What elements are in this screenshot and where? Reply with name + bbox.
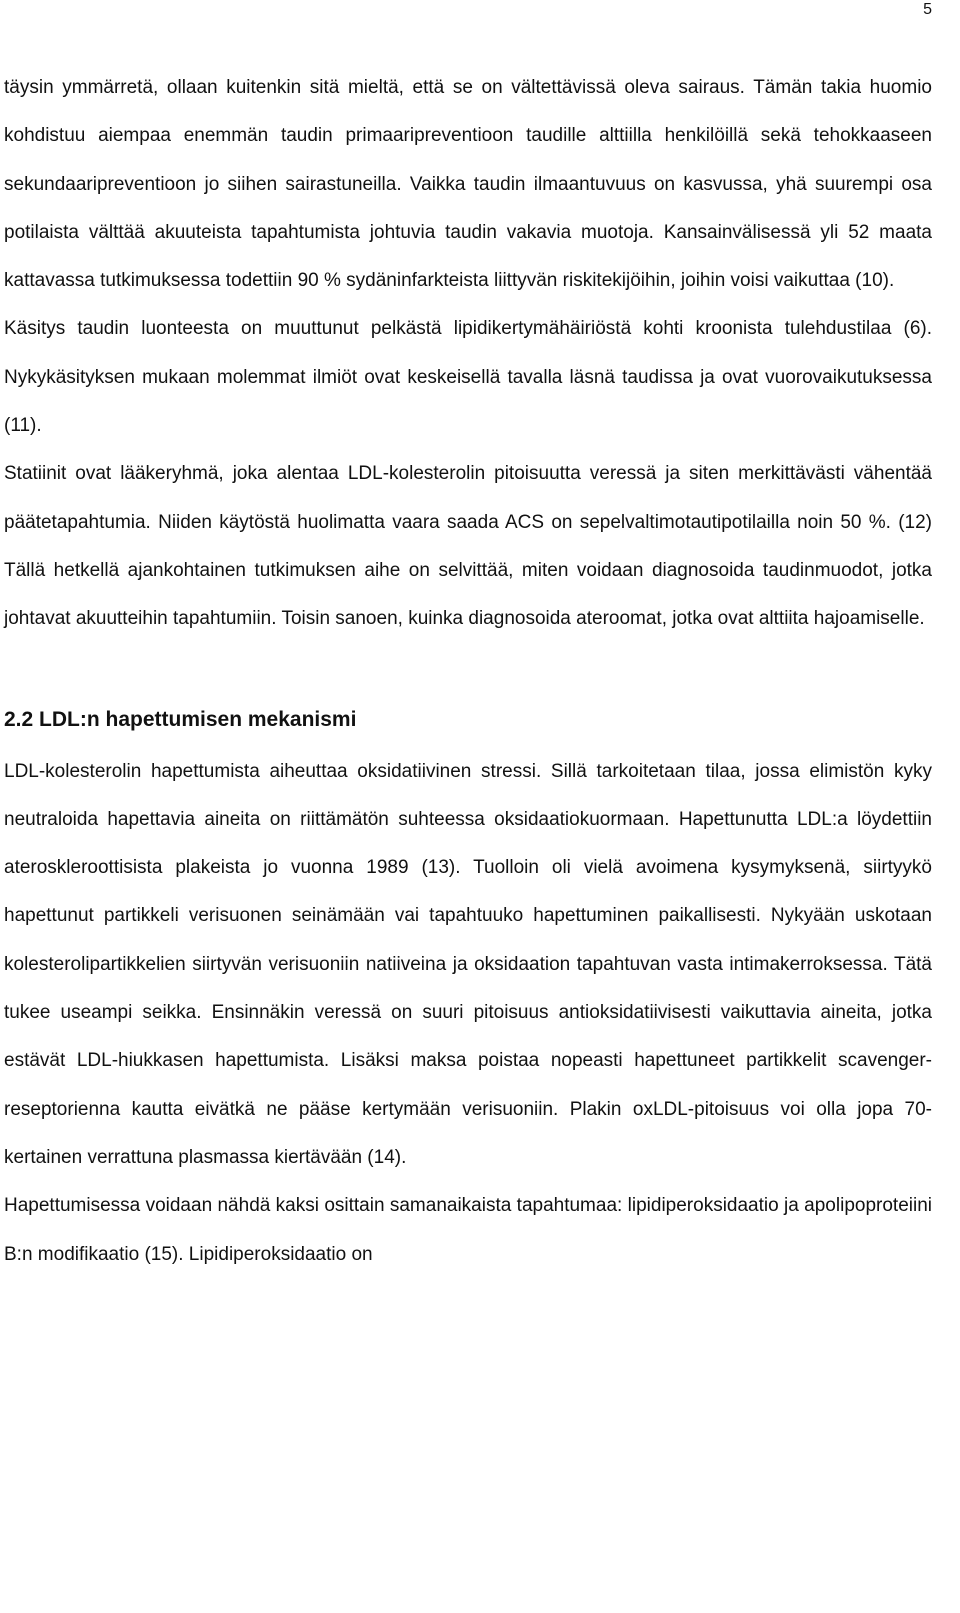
paragraph-statins: Statiinit ovat lääkeryhmä, joka alentaa LDL-kolesterolin pitoisuutta veressä ja siten merkittävästi vähentää päätetapahtumia. Niiden käytöstä huolimatta vaara saada ACS on sepelvaltimotautipotilailla noin 50 %. (12) Tällä hetkellä ajankohtainen tutkimuksen aihe on selvittää, miten voidaan diagnosoida taudinmuodot, jotka johtavat akuutteihin tapahtumiin. Toisin sanoen, kuinka diagnosoida ateroomat, jotka ovat alttiita hajoamiselle. [4,463,932,630]
paragraph-oxidative-stress: LDL-kolesterolin hapettumista aiheuttaa oksidatiivinen stressi. Sillä tarkoitetaan tilaa, jossa elimistön kyky neutraloida hapettavia aineita on riittämätön suhteessa oksidaatiokuormaan. Hapettunutta LDL:a löydettiin ateroskleroottisista plakeista jo vuonna 1989 (13). Tuolloin oli vielä avoimena kysymyksenä, siirtyykö hapettunut partikkeli verisuonen seinämään vai tapahtuuko hapettuminen paikallisesti. Nykyään uskotaan kolesterolipartikkelien siirtyvän verisuoniin natiiveina ja oksidaation tapahtuvan vasta intimakerroksessa. Tätä tukee useampi seikka. Ensinnäkin veressä on suuri pitoisuus antioksidatiivisesti vaikuttavia aineita, jotka estävät LDL-hiukkasen hapettumista. Lisäksi maksa poistaa nopeasti hapettuneet partikkelit scavenger-reseptorienna kautta eivätkä ne pääse kertymään verisuoniin. Plakin oxLDL-pitoisuus voi olla jopa 70-kertainen verrattuna plasmassa kiertävään (14). [4,760,932,1168]
paragraph-oxidation-events: Hapettumisessa voidaan nähdä kaksi osittain samanaikaista tapahtumaa: lipidiperoksidaatio ja apolipoproteiini B:n modifikaatio (15). Lipidiperoksidaatio on [4,1195,932,1265]
paragraph-prevention: täysin ymmärretä, ollaan kuitenkin sitä mieltä, että se on vältettävissä oleva sairaus. Tämän takia huomio kohdistuu aiempaa enemmän taudin primaaripreventioon taudille alttiilla henkilöillä sekä tehokkaaseen sekundaaripreventioon jo siihen sairastuneilla. Vaikka taudin ilmaantuvuus on kasvussa, yhä suurempi osa potilaista välttää akuuteista tapahtumista johtuvia taudin vakavia muotoja. Kansainvälisessä yli 52 maata kattavassa tutkimuksessa todettiin 90 % sydäninfarkteista liittyvän riskitekijöihin, joihin voisi vaikuttaa (10). [4,77,932,292]
section-heading: 2.2 LDL:n hapettumisen mekanismi [4,707,357,731]
document-body [4,64,932,1279]
page-number: 5 [923,1,932,18]
section-spacer [4,644,932,692]
paragraph-inflammation: Käsitys taudin luonteesta on muuttunut pelkästä lipidikertymähäiriöstä kohti kroonista tulehdustilaa (6). Nykykäsityksen mukaan molemmat ilmiöt ovat keskeisellä tavalla läsnä taudissa ja ovat vuorovaikutuksessa (11). [4,318,932,437]
